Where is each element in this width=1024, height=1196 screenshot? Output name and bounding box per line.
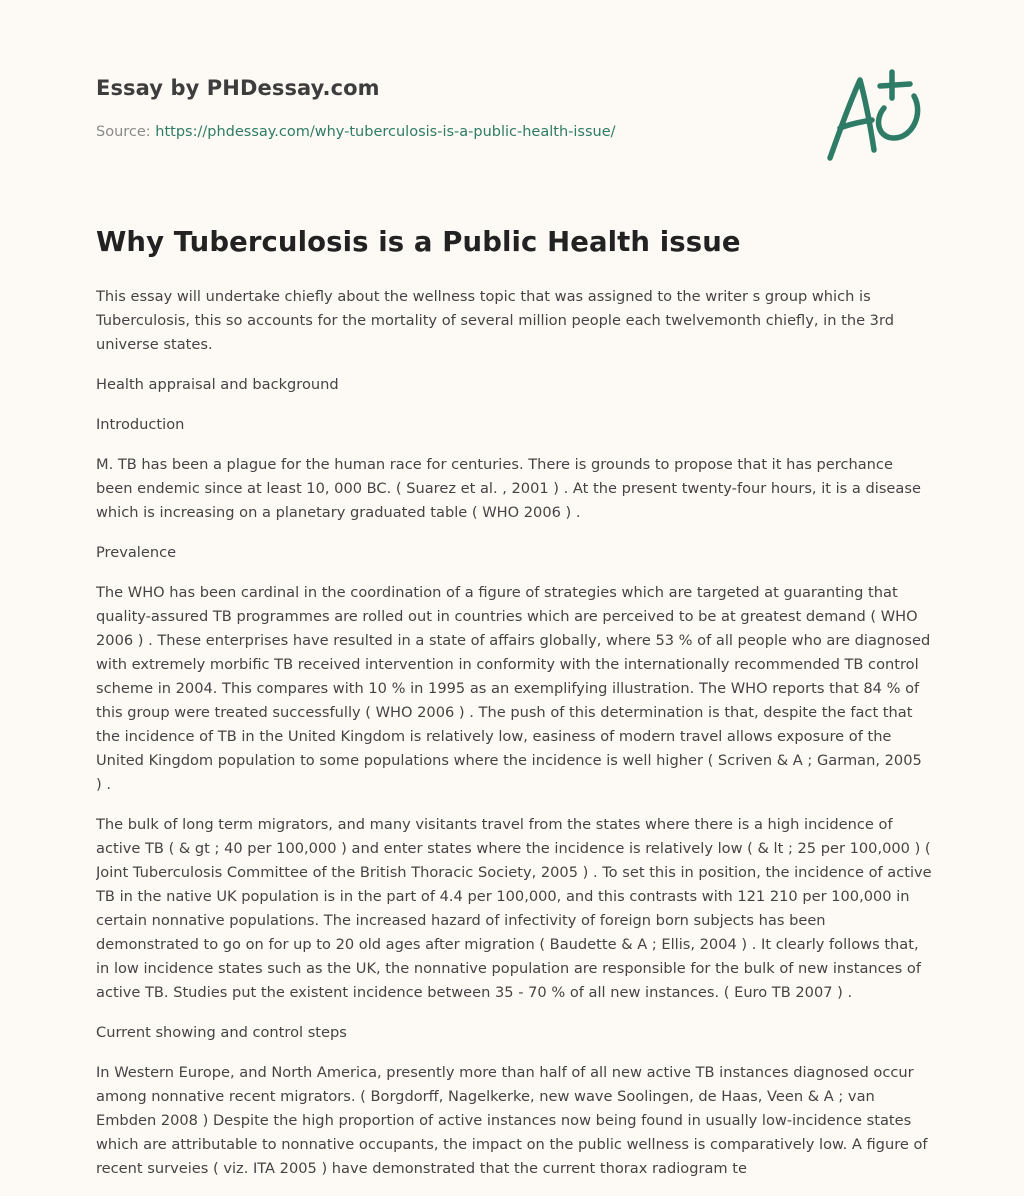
source-line <box>96 124 616 140</box>
source-link[interactable]: https://phdessay.com/why-tuberculosis-is-a-public-health-issue/ <box>155 124 616 140</box>
source-label: Source: <box>96 124 151 140</box>
essay-paragraph: M. TB has been a plague for the human race for centuries. There is grounds to propose that it has perchance been endemic since at least 10, 000 BC. ( Suarez et al. , 2001 ) . At the present twenty-four hours, it is a disease which is increasing on a planetary graduated table ( WHO 2006 ) . <box>96 456 921 521</box>
essay-body <box>96 285 932 1190</box>
section-heading: Health appraisal and background <box>96 376 339 393</box>
essay-title: Why Tuberculosis is a Public Health issue <box>96 226 741 258</box>
essay-paragraph: In Western Europe, and North America, presently more than half of all new active TB instances diagnosed occur among nonnative recent migrators. ( Borgdorff, Nagelkerke, new wave Soolingen, de Haas, Veen & A ; van Embden 2008 ) Despite the high proportion of active instances now being found in usually low-incidence states which are attributable to nonnative occupants, the impact on the public wellness is comparatively low. A figure of recent surveies ( viz. ITA 2005 ) have demonstrated that the current thorax radiogram te <box>96 1064 928 1177</box>
section-heading: Prevalence <box>96 544 177 561</box>
section-heading: Current showing and control steps <box>96 1024 347 1041</box>
essay-paragraph: This essay will undertake chiefly about the wellness topic that was assigned to the writer s group which is Tuberculosis, this so accounts for the mortality of several million people each twelvemonth chiefly, in the 3rd universe states. <box>96 288 894 353</box>
section-heading: Introduction <box>96 416 185 433</box>
essay-paragraph: The bulk of long term migrators, and many visitants travel from the states where there is a high incidence of active TB ( & gt ; 40 per 100,000 ) and enter states where the incidence is relatively low ( & lt ; 25 per 100,000 ) ( Joint Tuberculosis Committee of the British Thoracic Society, 2005 ) . To set this in position, the incidence of active TB in the native UK population is in the part of 4.4 per 100,000, and this contrasts with 121 210 per 100,000 in certain nonnative populations. The increased hazard of infectivity of foreign born subjects has been demonstrated to go on for up to 20 old ages after migration ( Baudette & A ; Ellis, 2004 ) . It clearly follows that, in low incidence states such as the UK, the nonnative population are responsible for the bulk of new instances of active TB. Studies put the existent incidence between 35 - 70 % of all new instances. ( Euro TB 2007 ) . <box>96 816 932 1001</box>
brand-title: Essay by PHDessay.com <box>96 76 380 100</box>
essay-paragraph: The WHO has been cardinal in the coordination of a figure of strategies which are targeted at guaranting that quality-assured TB programmes are rolled out in countries which are perceived to be at greatest demand ( WHO 2006 ) . These enterprises have resulted in a state of affairs globally, where 53 % of all people who are diagnosed with extremely morbific TB received intervention in conformity with the internationally recommended TB control scheme in 2004. This compares with 10 % in 1995 as an exemplifying illustration. The WHO reports that 84 % of this group were treated successfully ( WHO 2006 ) . The push of this determination is that, despite the fact that the incidence of TB in the United Kingdom is relatively low, easiness of modern travel allows exposure of the United Kingdom population to some populations where the incidence is well higher ( Scriven & A ; Garman, 2005 ) . <box>96 584 931 793</box>
a-plus-logo-icon <box>826 68 926 164</box>
